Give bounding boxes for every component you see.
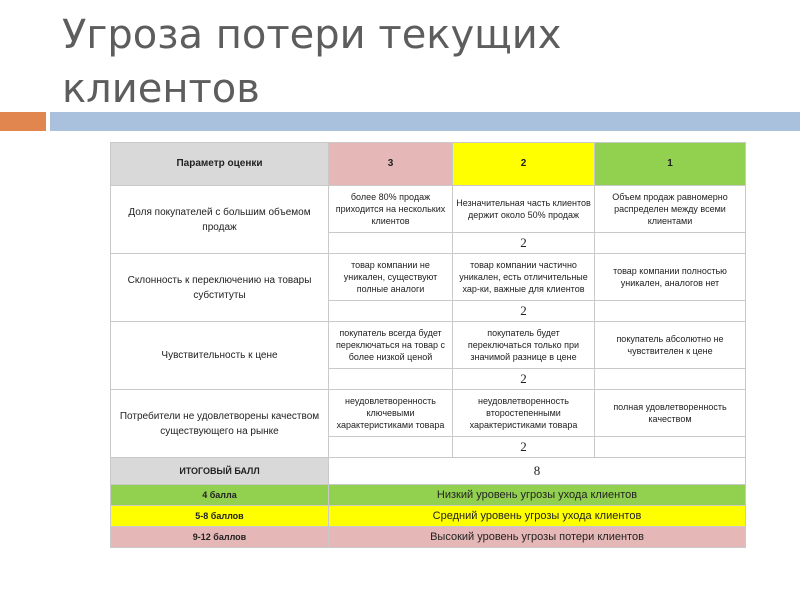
row-param: Потребители не удовлетворены качеством существующего на рынке: [111, 390, 329, 458]
legend-text: Средний уровень угрозы ухода клиентов: [329, 506, 746, 527]
title-accent-bar: [0, 112, 46, 131]
option-3: более 80% продаж приходится на нескольких клиентов: [329, 186, 453, 233]
legend-row-medium: [111, 506, 746, 527]
table-row: [111, 322, 746, 369]
option-2: Незначительная часть клиентов держит около 50% продаж: [453, 186, 595, 233]
legend-row-low: [111, 485, 746, 506]
option-1: покупатель абсолютно не чувствителен к цене: [595, 322, 746, 369]
row-param: Доля покупателей с большим объемом продаж: [111, 186, 329, 254]
header-param: Параметр оценки: [111, 143, 329, 186]
option-2: неудовлетворенность второстепенными характеристиками товара: [453, 390, 595, 437]
option-2: покупатель будет переключаться только при значимой разнице в цене: [453, 322, 595, 369]
option-2: товар компании частично уникален, есть отличительные хар-ки, важные для клиентов: [453, 254, 595, 301]
title-rule-bar: [50, 112, 800, 131]
legend-text: Низкий уровень угрозы ухода клиентов: [329, 485, 746, 506]
table-row: [111, 390, 746, 437]
table-header-row: [111, 143, 746, 186]
legend-label: 5-8 баллов: [111, 506, 329, 527]
option-1: товар компании полностью уникален, аналогов нет: [595, 254, 746, 301]
option-3: неудовлетворенность ключевыми характеристиками товара: [329, 390, 453, 437]
legend-label: 9-12 баллов: [111, 527, 329, 548]
row-param: Чувствительность к цене: [111, 322, 329, 390]
row-score: 2: [453, 369, 595, 390]
legend-text: Высокий уровень угрозы потери клиентов: [329, 527, 746, 548]
header-col-2: 2: [453, 143, 595, 186]
header-col-1: 1: [595, 143, 746, 186]
row-param: Склонность к переключению на товары субституты: [111, 254, 329, 322]
assessment-table: [110, 142, 746, 548]
assessment-table-container: [110, 142, 745, 548]
slide-title: [62, 8, 762, 116]
header-col-3: 3: [329, 143, 453, 186]
total-value: 8: [329, 458, 746, 485]
total-row: [111, 458, 746, 485]
option-3: товар компании не уникален, существуют полные аналоги: [329, 254, 453, 301]
table-row: [111, 254, 746, 301]
row-score: 2: [453, 233, 595, 254]
option-1: полная удовлетворенность качеством: [595, 390, 746, 437]
table-row: [111, 186, 746, 233]
legend-label: 4 балла: [111, 485, 329, 506]
legend-row-high: [111, 527, 746, 548]
row-score: 2: [453, 437, 595, 458]
option-3: покупатель всегда будет переключаться на товар с более низкой ценой: [329, 322, 453, 369]
total-label: ИТОГОВЫЙ БАЛЛ: [111, 458, 329, 485]
title-line-1: Угроза потери текущих: [62, 12, 562, 58]
option-1: Объем продаж равномерно распределен между всеми клиентами: [595, 186, 746, 233]
row-score: 2: [453, 301, 595, 322]
title-line-2: клиентов: [62, 66, 260, 112]
